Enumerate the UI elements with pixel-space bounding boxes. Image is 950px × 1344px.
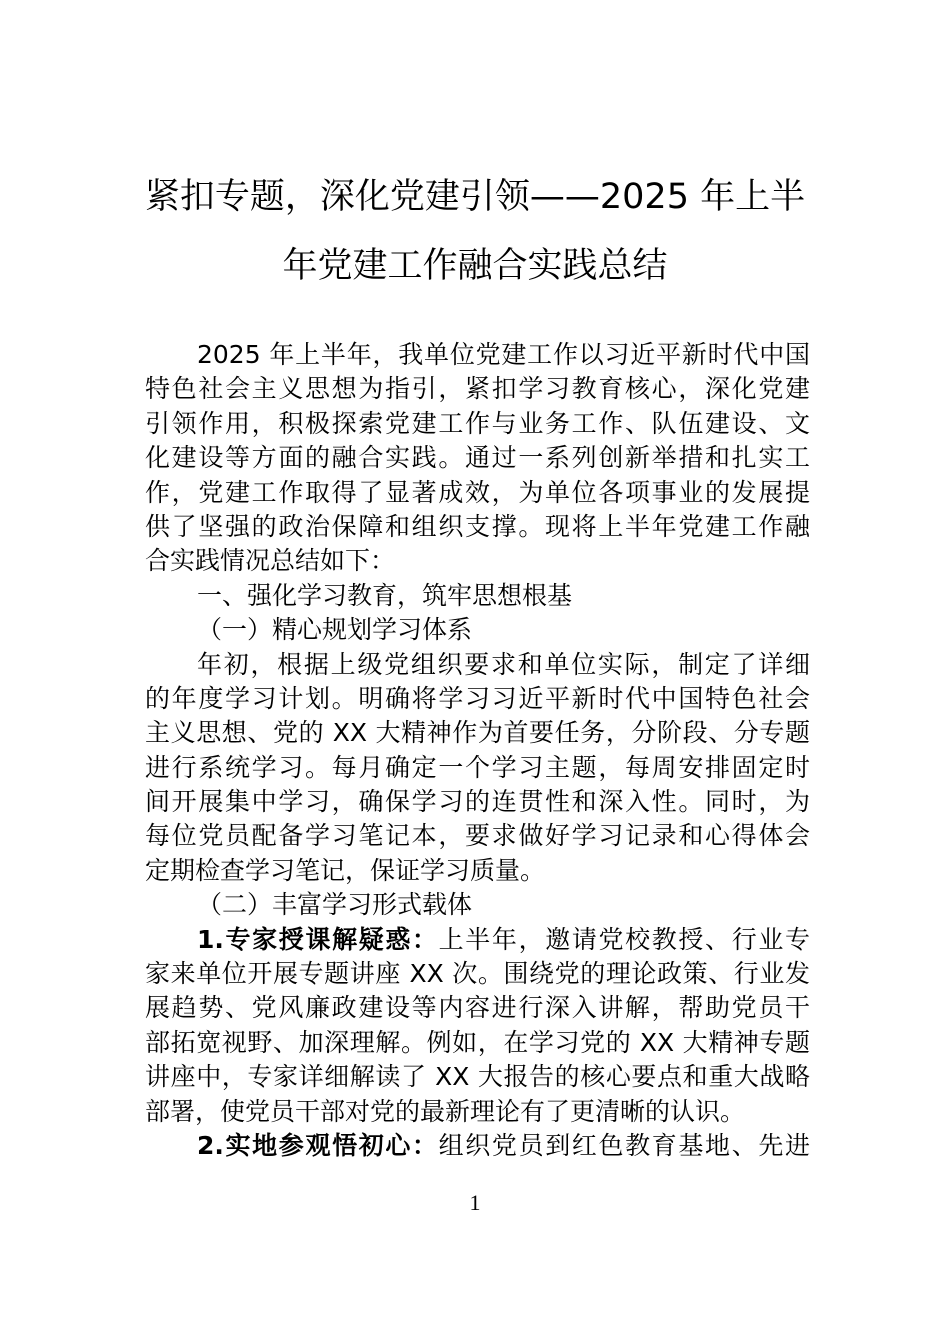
- paragraph-line: 的年度学习计划。明确将学习习近平新时代中国特色社会: [145, 683, 810, 713]
- paragraph-line: 年初，根据上级党组织要求和单位实际，制定了详细: [197, 649, 810, 679]
- paragraph-line: 部拓宽视野、加深理解。例如，在学习党的 XX 大精神专题: [145, 1027, 810, 1057]
- paragraph-line: 2025 年上半年，我单位党建工作以习近平新时代中国: [197, 340, 810, 369]
- paragraph-line: 引领作用，积极探索党建工作与业务工作、队伍建设、文: [145, 408, 810, 438]
- paragraph-line: 进行系统学习。每月确定一个学习主题，每周安排固定时: [145, 752, 810, 782]
- paragraph-line: 化建设等方面的融合实践。通过一系列创新举措和扎实工: [145, 443, 810, 473]
- bold-lead-text: 1.专家授课解疑惑：: [197, 924, 439, 954]
- document-title-line-1: 紧扣专题，深化党建引领——2025 年上半: [144, 177, 806, 217]
- document-body: [145, 338, 810, 1163]
- paragraph-line: 展趋势、党风廉政建设等内容进行深入讲解，帮助党员干: [145, 993, 810, 1023]
- paragraph-line: 每位党员配备学习笔记本，要求做好学习记录和心得体会: [145, 821, 810, 851]
- paragraph-line: 定期检查学习笔记，保证学习质量。: [145, 855, 546, 885]
- subsection-heading: （二）丰富学习形式载体: [197, 890, 473, 920]
- paragraph-text: 上半年，邀请党校教授、行业专: [438, 924, 810, 954]
- page-number: 1: [469, 1190, 481, 1215]
- bold-lead-text: 2.实地参观悟初心：: [197, 1130, 439, 1160]
- paragraph-line: 家来单位开展专题讲座 XX 次。围绕党的理论政策、行业发: [145, 959, 810, 989]
- section-heading: 一、强化学习教育，筑牢思想根基: [197, 580, 573, 610]
- paragraph-line: 间开展集中学习，确保学习的连贯性和深入性。同时，为: [145, 787, 810, 817]
- paragraph-line: 特色社会主义思想为指引，紧扣学习教育核心，深化党建: [145, 374, 810, 404]
- paragraph-line: 作，党建工作取得了显著成效，为单位各项事业的发展提: [145, 477, 810, 507]
- paragraph-line: 供了坚强的政治保障和组织支撑。现将上半年党建工作融: [145, 511, 810, 541]
- document-title-line-2: 年党建工作融合实践总结: [282, 246, 668, 286]
- paragraph-line: 主义思想、党的 XX 大精神作为首要任务，分阶段、分专题: [145, 718, 810, 748]
- paragraph-line: 部署，使党员干部对党的最新理论有了更清晰的认识。: [145, 1096, 746, 1126]
- subsection-heading: （一）精心规划学习体系: [197, 615, 473, 645]
- paragraph-line: [145, 923, 810, 957]
- paragraph-line: 讲座中，专家详细解读了 XX 大报告的核心要点和重大战略: [145, 1062, 810, 1092]
- paragraph-text: 组织党员到红色教育基地、先进: [438, 1130, 810, 1160]
- paragraph-line: [145, 1129, 810, 1163]
- paragraph-line: 合实践情况总结如下：: [145, 546, 396, 576]
